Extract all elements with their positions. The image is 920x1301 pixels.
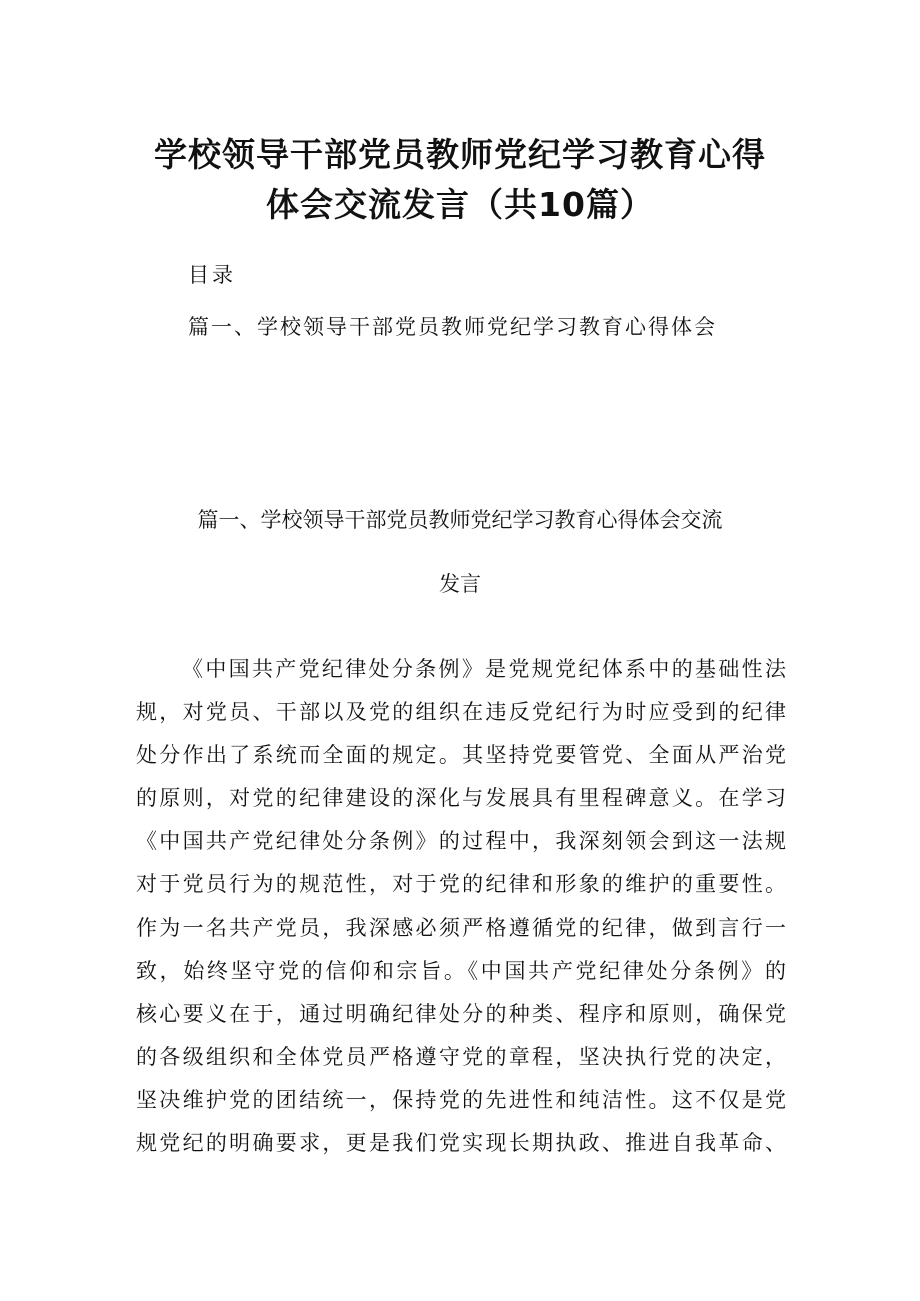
document-title <box>100 130 820 230</box>
body-line: 的各级组织和全体党员严格遵守党的章程，坚决执行党的决定， <box>136 1044 786 1069</box>
document-title-line-1: 学校领导干部党员教师党纪学习教育心得 <box>154 135 766 174</box>
body-line: 作为一名共产党员，我深感必须严格遵循党的纪律，做到言行一 <box>136 915 786 940</box>
body-paragraph <box>136 648 786 1165</box>
body-line: 对于党员行为的规范性，对于党的纪律和形象的维护的重要性。 <box>136 872 786 897</box>
body-line: 的原则，对党的纪律建设的深化与发展具有里程碑意义。在学习 <box>136 786 786 811</box>
toc-item[interactable]: 篇一、学校领导干部党员教师党纪学习教育心得体会 <box>188 315 717 339</box>
body-line: 核心要义在于，通过明确纪律处分的种类、程序和原则，确保党 <box>136 1001 786 1026</box>
body-line: 《中国共产党纪律处分条例》是党规党纪体系中的基础性法 <box>182 657 786 681</box>
document-title-line-2: 体会交流发言（共10篇） <box>266 185 654 224</box>
body-line: 规，对党员、干部以及党的组织在违反党纪行为时应受到的纪律 <box>136 700 786 725</box>
toc-heading: 目录 <box>188 263 236 287</box>
body-line: 致，始终坚守党的信仰和宗旨。《中国共产党纪律处分条例》的 <box>136 958 786 983</box>
body-line: 规党纪的明确要求，更是我们党实现长期执政、推进自我革命、 <box>136 1131 786 1156</box>
section-title-line-2: 发言 <box>439 572 481 596</box>
section-title-line-1: 篇一、学校领导干部党员教师党纪学习教育心得体会交流 <box>197 508 723 532</box>
body-line: 《中国共产党纪律处分条例》的过程中，我深刻领会到这一法规 <box>136 829 786 854</box>
body-line: 处分作出了系统而全面的规定。其坚持党要管党、全面从严治党 <box>136 743 786 768</box>
section-title <box>110 488 810 616</box>
body-line: 坚决维护党的团结统一，保持党的先进性和纯洁性。这不仅是党 <box>136 1087 786 1112</box>
